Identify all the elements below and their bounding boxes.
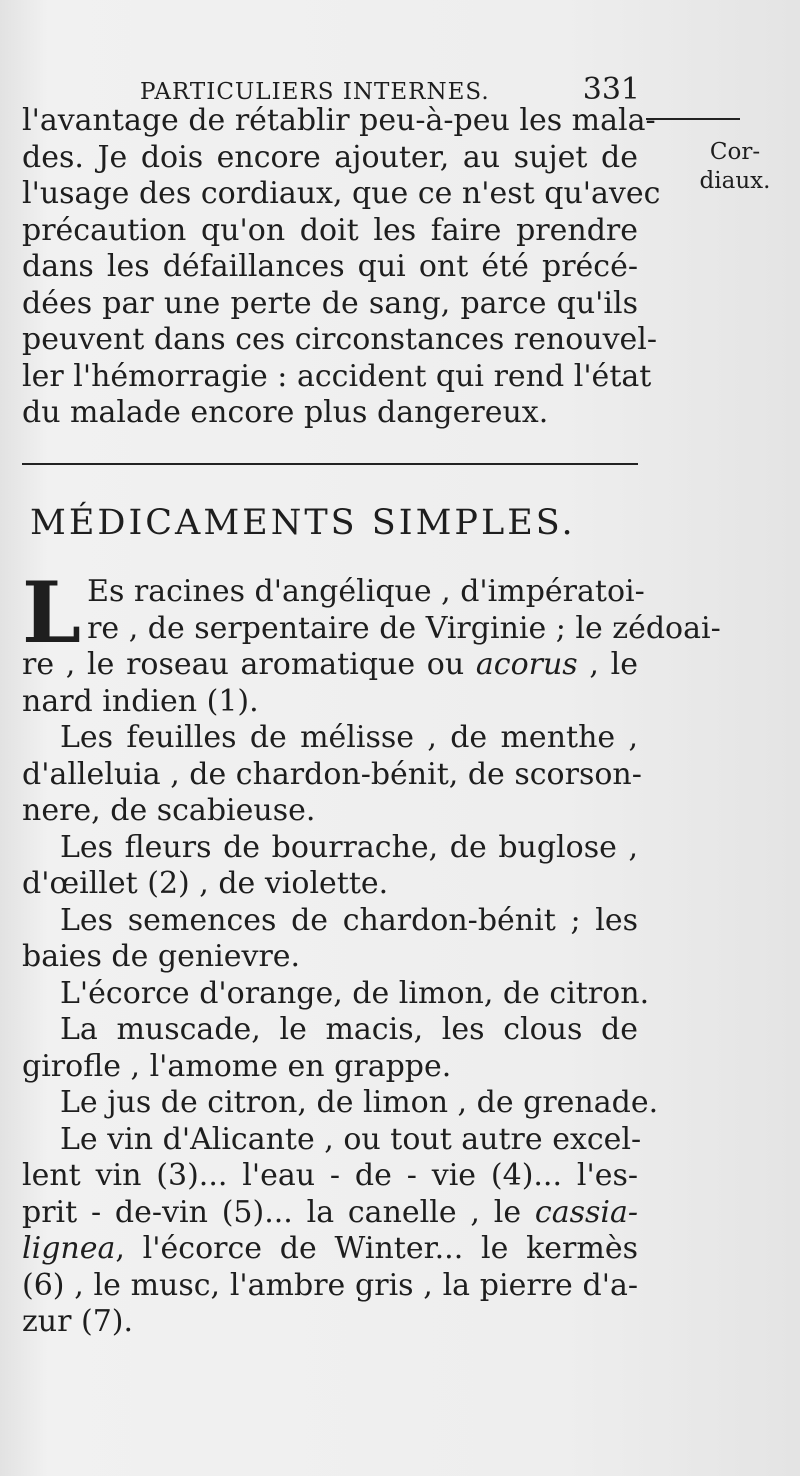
text-line: nere, de scabieuse.	[22, 793, 316, 828]
text-line: L'écorce d'orange, de limon, de citron.	[60, 975, 650, 1011]
text-line: Le vin d'Alicante , ou tout autre excel-	[60, 1121, 642, 1157]
text-line: girofle , l'amome en grappe.	[22, 1048, 452, 1084]
section-divider	[22, 463, 638, 465]
text-line: Les feuilles de mélisse , de menthe ,	[60, 720, 638, 755]
running-head-title: PARTICULIERS INTERNES.	[140, 79, 490, 105]
text-line: d'œillet (2) , de violette.	[22, 866, 389, 901]
text-line: ler l'hémorragie : accident qui rend l'état	[22, 358, 652, 394]
margin-rule	[646, 118, 740, 120]
page-number: 331	[582, 72, 640, 107]
text-line	[22, 1231, 638, 1268]
text-line: dans les défaillances qui ont été précé-	[22, 249, 638, 284]
text-line: d'alleluia , de chardon-bénit, de scorson-	[22, 756, 642, 792]
text-line: Les fleurs de bourrache, de buglose ,	[60, 829, 638, 865]
section-title: MÉDICAMENTS SIMPLES.	[30, 503, 576, 543]
margin-note	[680, 138, 790, 196]
drop-cap: L	[22, 563, 82, 662]
italic-term: cassia-	[534, 1194, 638, 1230]
paragraph-cordiaux	[22, 103, 661, 432]
margin-note-line: Cor-	[709, 139, 761, 165]
text-run: re , le roseau aromatique ou	[22, 647, 476, 682]
simple-medicines-list	[22, 563, 721, 1341]
text-line: des. Je dois encore ajouter, au sujet de	[22, 139, 638, 175]
text-line: lent vin (3)... l'eau - de - vie (4)... l'es-	[22, 1158, 638, 1193]
margin-note-line: diaux.	[699, 168, 771, 194]
text-line	[22, 647, 638, 684]
text-run: , l'écorce de Winter... le kermès	[115, 1231, 638, 1266]
text-line: Le jus de citron, de limon , de grenade.	[60, 1085, 659, 1120]
text-line: peuvent dans ces circonstances renouvel-	[22, 322, 658, 357]
text-line: du malade encore plus dangereux.	[22, 395, 549, 430]
text-line: baies de genievre.	[22, 939, 301, 974]
text-line: (6) , le musc, l'ambre gris , la pierre d'a-	[22, 1267, 638, 1303]
text-run: prit - de-vin (5)... la canelle , le	[22, 1194, 535, 1230]
text-line: précaution qu'on doit les faire prendre	[22, 212, 638, 248]
text-line	[22, 1195, 638, 1232]
text-line: l'usage des cordiaux, que ce n'est qu'avec	[22, 176, 661, 211]
running-head	[140, 72, 640, 107]
text-line: l'avantage de rétablir peu-à-peu les mala-	[22, 103, 656, 138]
text-line: dées par une perte de sang, parce qu'ils	[22, 285, 638, 321]
italic-term: acorus	[475, 647, 578, 682]
text-line: Les semences de chardon-bénit ; les	[60, 902, 638, 938]
text-line: nard indien (1).	[22, 683, 259, 719]
text-line: Es racines d'angélique , d'impératoi-	[87, 574, 645, 609]
italic-term: lignea	[22, 1231, 116, 1266]
text-line: re , de serpentaire de Virginie ; le zédoai-	[87, 610, 721, 646]
text-line: La muscade, le macis, les clous de	[60, 1012, 638, 1047]
text-line: zur (7).	[22, 1304, 134, 1339]
text-run: , le	[577, 647, 638, 682]
